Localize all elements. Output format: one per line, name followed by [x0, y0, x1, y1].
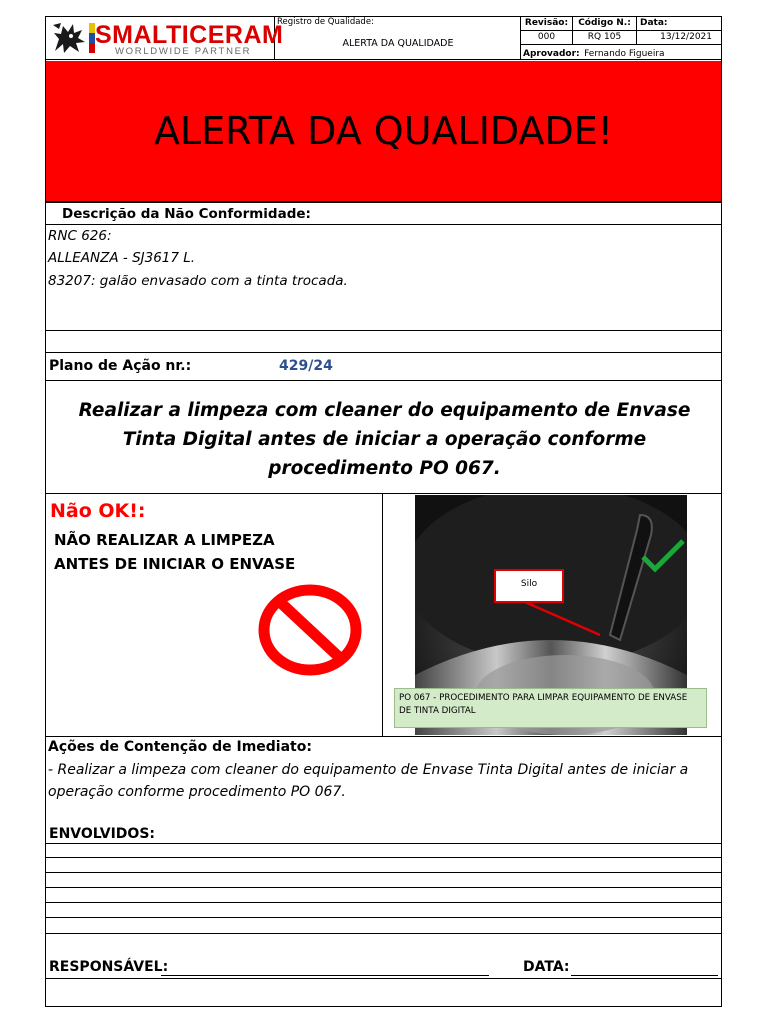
registro-label: Registro de Qualidade:	[277, 17, 374, 27]
prohibited-icon	[258, 584, 362, 676]
dragon-logo-icon	[51, 21, 87, 55]
silo-callout-label: Silo	[520, 579, 538, 589]
codigo-value: RQ 105	[573, 31, 637, 45]
codigo-label: Código N.:	[573, 16, 637, 31]
alert-title: ALERTA DA QUALIDADE!	[153, 109, 613, 153]
not-ok-title: Não OK!:	[50, 500, 146, 522]
brand-name: SMALTICERAM	[95, 21, 284, 49]
registro-value: ALERTA DA QUALIDADE	[342, 38, 454, 49]
data-footer-label: DATA:	[523, 959, 570, 975]
containment-text: - Realizar a limpeza com cleaner do equipamento de Envase Tinta Digital antes de iniciar a operação conforme procedimento PO 067.	[48, 762, 689, 800]
involved-label: ENVOLVIDOS:	[49, 826, 156, 842]
not-ok-line-1: NÃO REALIZAR A LIMPEZA	[54, 531, 275, 549]
brand-tagline: WORLDWIDE PARTNER	[115, 46, 252, 57]
action-instruction: Realizar a limpeza com cleaner do equipamento de Envase Tinta Digital antes de iniciar a operação conforme procedimento PO 067.	[78, 400, 691, 479]
aprovador-value: Fernando Figueira	[584, 49, 665, 59]
logo-cell	[45, 16, 284, 60]
not-ok-line-2: ANTES DE INICIAR O ENVASE	[54, 555, 296, 573]
description-line-2: ALLEANZA - SJ3617 L.	[48, 250, 196, 266]
description-line-3: 83207: galão envasado com a tinta trocada.	[48, 273, 348, 289]
data-signature-line	[571, 975, 718, 976]
photo-caption: PO 067 - PROCEDIMENTO PARA LIMPAR EQUIPAMENTO DE ENVASE DE TINTA DIGITAL	[394, 688, 707, 728]
action-plan-number: 429/24	[279, 358, 333, 374]
header	[45, 16, 722, 60]
registro-cell	[275, 16, 521, 60]
description-label: Descrição da Não Conformidade:	[62, 206, 311, 222]
responsavel-label: RESPONSÁVEL:	[49, 959, 169, 975]
responsavel-signature-line	[161, 975, 489, 976]
alert-banner	[46, 61, 721, 202]
action-plan-label: Plano de Ação nr.:	[49, 358, 192, 374]
revisao-value: 000	[521, 31, 573, 45]
aprovador-cell	[521, 45, 722, 60]
aprovador-label: Aprovador:	[523, 49, 580, 59]
containment-label: Ações de Contenção de Imediato:	[48, 739, 312, 755]
data-value: 13/12/2021	[637, 31, 722, 45]
data-label: Data:	[637, 16, 722, 31]
column-divider	[382, 493, 383, 736]
description-line-1: RNC 626:	[48, 228, 112, 244]
revisao-label: Revisão:	[521, 16, 573, 31]
